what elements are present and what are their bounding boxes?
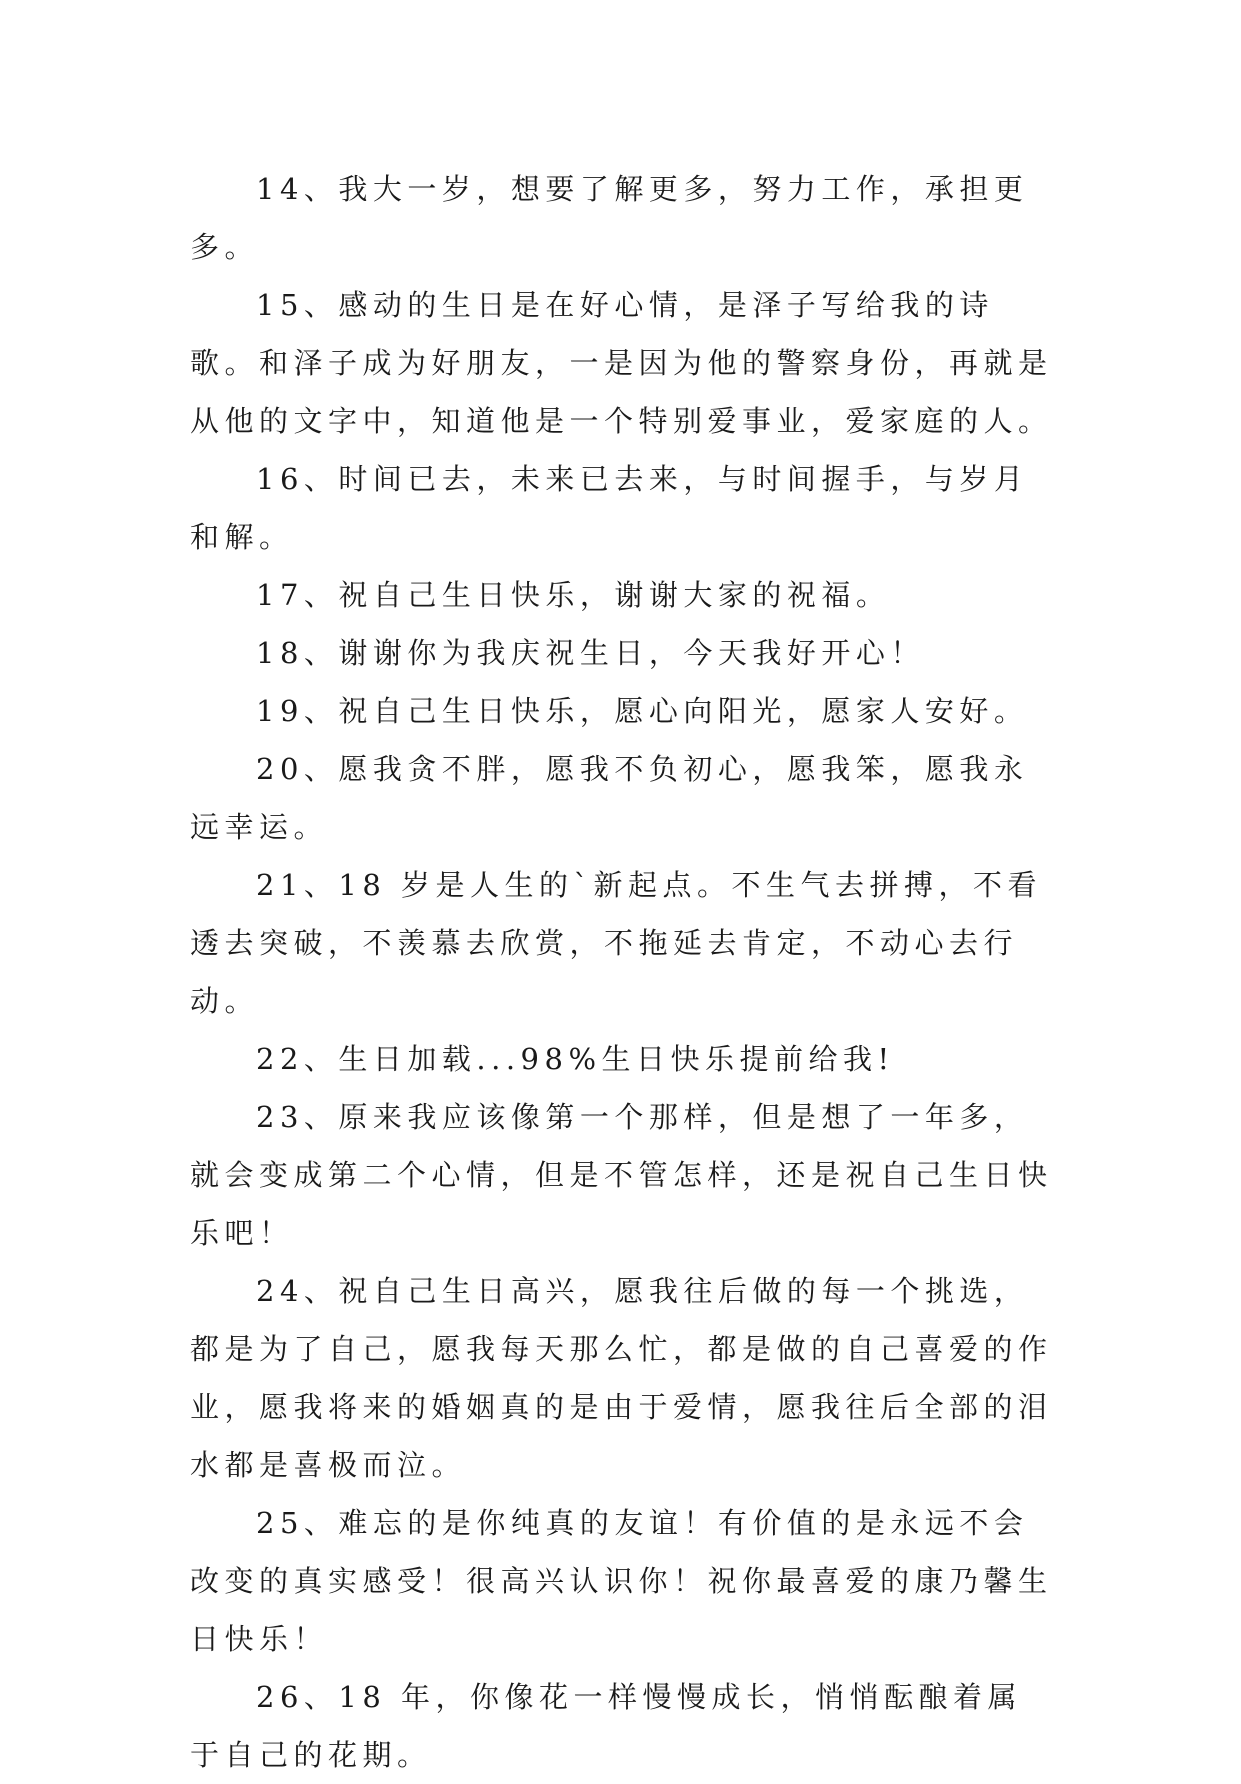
paragraph-21: 21、18 岁是人生的`新起点。不生气去拼搏，不看透去突破，不羡慕去欣赏，不拖延去肯定，不动心去行动。 <box>190 868 1043 1018</box>
paragraph-26: 26、18 年，你像花一样慢慢成长，悄悄酝酿着属于自己的花期。 <box>190 1680 1023 1772</box>
paragraph-15: 15、感动的生日是在好心情，是泽子写给我的诗歌。和泽子成为好朋友，一是因为他的警察身份，再就是从他的文字中，知道他是一个特别爱事业，爱家庭的人。 <box>190 288 1053 438</box>
paragraph-18: 18、谢谢你为我庆祝生日，今天我好开心！ <box>256 636 925 670</box>
paragraph-23: 23、原来我应该像第一个那样，但是想了一年多，就会变成第二个心情，但是不管怎样，还是祝自己生日快乐吧！ <box>190 1100 1053 1250</box>
paragraph-22: 22、生日加载...98%生日快乐提前给我! <box>256 1042 895 1076</box>
paragraph-14: 14、我大一岁，想要了解更多，努力工作，承担更多。 <box>190 172 1029 264</box>
paragraph-19: 19、祝自己生日快乐，愿心向阳光，愿家人安好。 <box>256 694 1029 728</box>
paragraph-16: 16、时间已去，未来已去来，与时间握手，与岁月和解。 <box>190 462 1029 554</box>
paragraph-24: 24、祝自己生日高兴，愿我往后做的每一个挑选，都是为了自己，愿我每天那么忙，都是做的自己喜爱的作业，愿我将来的婚姻真的是由于爱情，愿我往后全部的泪水都是喜极而泣。 <box>190 1274 1053 1482</box>
paragraph-20: 20、愿我贪不胖，愿我不负初心，愿我笨，愿我永远幸运。 <box>190 752 1029 844</box>
document-body <box>190 160 1055 1784</box>
paragraph-25: 25、难忘的是你纯真的友谊！有价值的是永远不会改变的真实感受！很高兴认识你！祝你最喜爱的康乃馨生日快乐！ <box>190 1506 1053 1656</box>
paragraph-17: 17、祝自己生日快乐，谢谢大家的祝福。 <box>256 578 891 612</box>
